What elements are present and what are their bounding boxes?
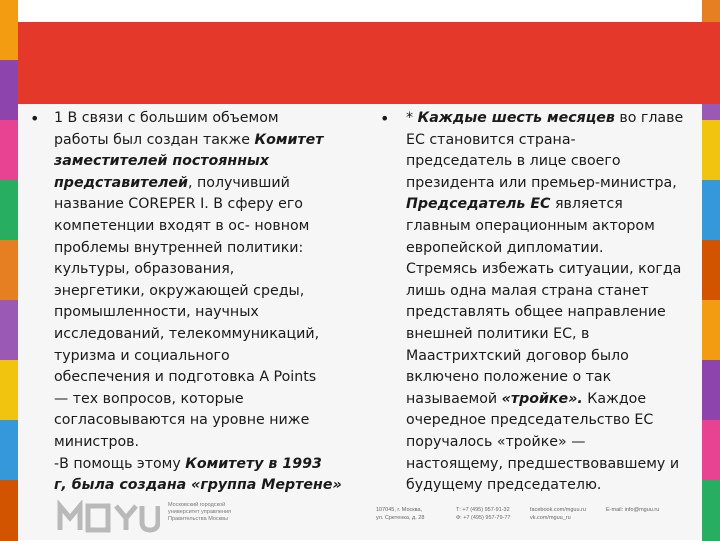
text-line (54, 324, 354, 346)
text-run: включено положение о так (406, 369, 612, 386)
text-run: будущему председателю. (406, 477, 602, 494)
text-line (54, 108, 354, 130)
footer-address: 107045, г. Москва, ул. Сретенка, д. 28 (376, 507, 425, 521)
text-run: Стремясь избежать ситуации, когда (406, 261, 682, 278)
left-color-stripes (0, 0, 18, 540)
text-run: согласовываются на уровне ниже (54, 412, 310, 429)
text-run: является (550, 196, 623, 213)
text-line (406, 324, 696, 346)
text-run: очередное председательство ЕС (406, 412, 654, 429)
color-stripe (702, 360, 720, 421)
color-stripe (0, 120, 18, 181)
color-stripe (702, 240, 720, 301)
text-line (54, 259, 354, 281)
text-line (406, 302, 696, 324)
text-line (54, 173, 354, 195)
text-run: энергетики, окружающей среды, (54, 282, 305, 299)
text-line (54, 367, 354, 389)
emphasized-text: г, была создана «группа Мертене» (54, 477, 342, 494)
text-run: туризма и социального (54, 347, 230, 364)
text-run: во главе (614, 110, 684, 126)
text-run: промышленности, научных (54, 304, 259, 321)
text-line (54, 216, 354, 238)
text-line (54, 281, 354, 303)
text-line (54, 432, 354, 454)
emphasized-text: представителей (54, 174, 188, 191)
text-line (54, 194, 354, 216)
text-line (406, 151, 696, 173)
color-stripe (0, 360, 18, 421)
text-run: обеспечения и подготовка A Points (54, 369, 317, 386)
emphasized-text: заместителей постоянных (54, 153, 269, 170)
text-line (54, 302, 354, 324)
text-line (54, 346, 354, 368)
logo-caption: Московский городской университет управления Правительства Москвы (168, 502, 232, 522)
text-line (406, 475, 696, 497)
text-run: президента или премьер-министра, (406, 174, 677, 191)
text-run: , получивший (187, 174, 290, 191)
color-stripe (702, 120, 720, 181)
color-stripe (0, 300, 18, 361)
text-run: * (406, 110, 418, 126)
text-run: 1 В связи с большим объемом (54, 110, 279, 126)
text-line (406, 410, 696, 432)
color-stripe (0, 60, 18, 121)
text-run: исследований, телекоммуникаций, (54, 325, 320, 342)
text-line (406, 194, 696, 216)
text-run: компетенции входят в ос- новном (54, 217, 310, 234)
text-run: работы был создан также (54, 131, 255, 148)
text-line (54, 454, 354, 476)
color-stripe (702, 300, 720, 361)
color-stripe (0, 0, 18, 61)
text-line (406, 108, 696, 130)
text-run: европейской дипломатии. (406, 239, 604, 256)
emphasized-text: Комитету в 1993 (185, 455, 322, 472)
emphasized-text: «тройке». (501, 390, 583, 407)
right-bullet: • (380, 109, 390, 128)
text-run: название COREPER I. В сферу его (54, 196, 303, 213)
left-bullet: • (30, 109, 40, 128)
title-bar (18, 22, 720, 104)
text-run: культуры, образования, (54, 261, 235, 278)
text-line (54, 389, 354, 411)
text-run: — тех вопросов, которые (54, 390, 244, 407)
text-line (406, 259, 696, 281)
text-line (406, 130, 696, 152)
top-frame (18, 0, 702, 22)
text-run: поручалось «тройке» — (406, 433, 586, 450)
text-line (54, 130, 354, 152)
text-run: Маастрихтский договор было (406, 347, 629, 364)
text-run: называемой (406, 390, 502, 407)
text-line (54, 238, 354, 260)
color-stripe (702, 180, 720, 241)
text-line (406, 173, 696, 195)
right-text-column (406, 108, 696, 497)
left-text-column (54, 108, 354, 497)
color-stripe (0, 420, 18, 481)
text-run: -В помощь этому (54, 455, 186, 472)
color-stripe (0, 480, 18, 541)
text-run: представлять общее направление (406, 304, 666, 321)
footer-social-links[interactable]: facebook.com/mguu.ru vk.com/mguu_ru (530, 507, 586, 521)
text-line (54, 475, 354, 497)
text-run: лишь одна малая страна станет (406, 282, 649, 299)
text-line (406, 281, 696, 303)
footer (18, 496, 702, 540)
color-stripe (0, 180, 18, 241)
text-line (406, 367, 696, 389)
text-run: внешней политики ЕС, в (406, 325, 590, 342)
text-line (406, 432, 696, 454)
emphasized-text: Председатель ЕС (406, 196, 551, 213)
emphasized-text: Комитет (254, 131, 324, 148)
emphasized-text: Каждые шесть месяцев (417, 110, 615, 126)
text-run: председатель в лице своего (406, 153, 621, 170)
text-run: главным операционным актором (406, 217, 655, 234)
color-stripe (702, 420, 720, 481)
text-run: ЕС становится страна- (406, 131, 576, 148)
footer-phones: Т: +7 (495) 957-91-32 Ф: +7 (495) 957-79-77 (456, 507, 511, 521)
color-stripe (0, 240, 18, 301)
text-line (54, 151, 354, 173)
text-line (406, 216, 696, 238)
text-line (406, 389, 696, 411)
color-stripe (702, 480, 720, 541)
text-line (406, 454, 696, 476)
university-logo (56, 500, 160, 534)
footer-email[interactable]: E-mail: info@mguu.ru (606, 507, 660, 513)
text-line (54, 410, 354, 432)
text-run: проблемы внутренней политики: (54, 239, 304, 256)
text-run: министров. (54, 433, 140, 450)
text-line (406, 238, 696, 260)
text-run: настоящему, предшествовавшему и (406, 455, 680, 472)
text-run: Каждое (582, 390, 647, 407)
text-line (406, 346, 696, 368)
